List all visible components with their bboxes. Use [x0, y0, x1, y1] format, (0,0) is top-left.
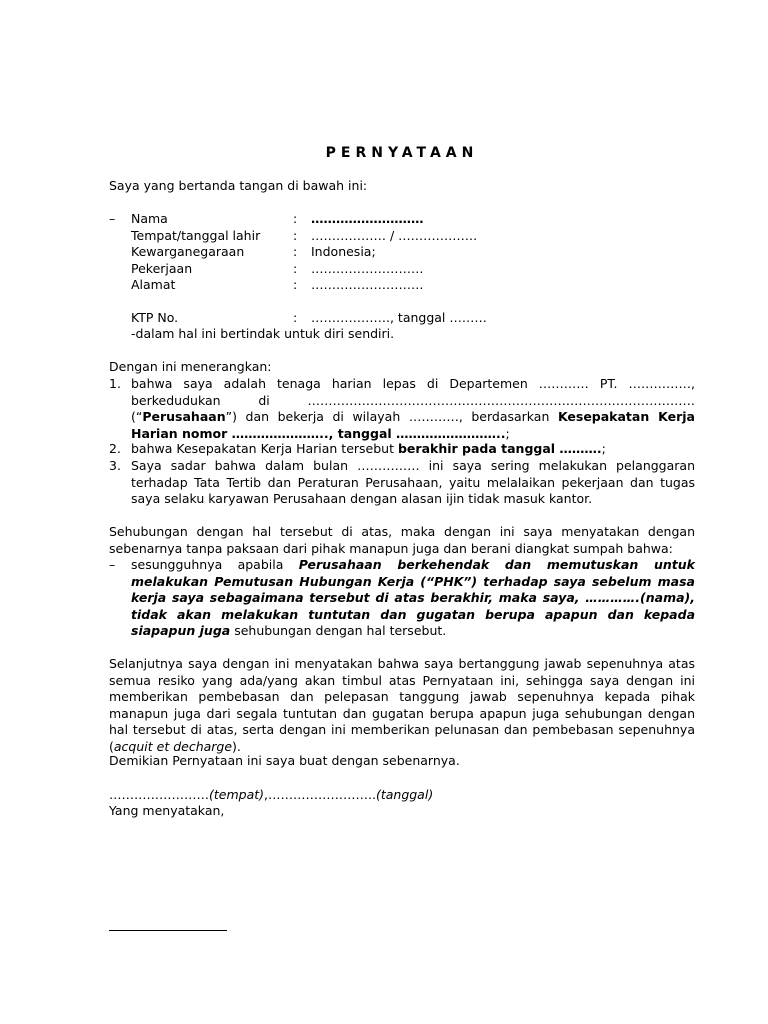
item-number: 1. [109, 376, 121, 391]
oath-item [109, 557, 695, 640]
field-label: Nama [131, 211, 168, 226]
field-value: Indonesia; [311, 244, 376, 259]
oath-text-part: sehubungan dengan hal tersebut. [230, 623, 447, 638]
field-label: Pekerjaan [131, 261, 193, 276]
oath-emphasis: Perusahaan berkehendak dan memutuskan untuk melakukan Pemutusan Hubungan Kerja (“PHK”) terhadap saya sebelum masa kerja saya sebagaimana tersebut di atas berakhir, maka saya, ………….(nama), tidak akan melakukan tuntutan dan gugatan berupa apapun dan kepada siapapun juga [131, 557, 695, 638]
document-title: PERNYATAAN [325, 145, 479, 161]
identity-row-citizenship [109, 244, 695, 261]
item-number: 2. [109, 441, 121, 456]
field-colon: : [293, 310, 298, 325]
identity-row-birth [109, 228, 695, 245]
item-text: Saya sadar bahwa dalam bulan …………… ini saya sering melakukan pelanggaran terhadap Tata Tertib dan Peraturan Perusahaan, yaitu melalaikan pekerjaan dan tugas saya selaku karyawan Perusahaan dengan alasan ijin tidak masuk kantor. [131, 458, 695, 506]
field-colon: : [293, 244, 298, 259]
field-value: ……………………… [311, 211, 424, 226]
ktp-label: KTP No. [131, 310, 179, 325]
list-dash: – [109, 557, 116, 572]
field-value: ……………………… [311, 277, 424, 292]
identity-row-ktp [109, 310, 695, 327]
list-dash: – [109, 211, 116, 226]
field-label: Kewarganegaraan [131, 244, 245, 259]
ktp-value: ………………., tanggal ……… [311, 310, 487, 325]
oath-text [131, 557, 695, 640]
item-number: 3. [109, 458, 121, 473]
company-term: Perusahaan [142, 409, 226, 424]
signer-label: Yang menyatakan, [109, 803, 225, 818]
intro-text: Saya yang bertanda tangan di bawah ini: [109, 178, 368, 193]
acting-note-row [109, 326, 695, 343]
date-label: (tanggal) [375, 787, 434, 802]
field-colon: : [293, 277, 298, 292]
item-text-part: bahwa Kesepakatan Kerja Harian tersebut [131, 441, 398, 456]
acting-note: -dalam hal ini bertindak untuk diri sendiri. [131, 326, 395, 341]
end-date-term: berakhir pada tanggal ………. [397, 441, 602, 456]
field-value: ……………… / ………………. [311, 228, 478, 243]
field-label: Alamat [131, 277, 176, 292]
item-text-part: ; [505, 425, 510, 441]
place-label: (tempat) [209, 787, 265, 802]
identity-row-occupation [109, 261, 695, 278]
statements-heading: Dengan ini menerangkan: [109, 359, 272, 374]
item-text-part: bahwa saya adalah tenaga harian lepas di Departemen ………… PT. ……………, berkedudukan di …………………………………………………………………………………(“ [131, 376, 695, 424]
statement-item-1 [109, 376, 695, 442]
place-date-line [109, 787, 695, 804]
identity-row-address [109, 277, 695, 294]
field-colon: : [293, 261, 298, 276]
item-text [131, 376, 695, 442]
item-text-part: ; [601, 441, 606, 456]
agreement-reference: Kesepakatan Kerja Harian nomor ………………….., tanggal …………………….. [131, 409, 695, 441]
item-text [131, 441, 695, 458]
oath-text-part: sesungguhnya apabila [131, 557, 299, 572]
release-text: Selanjutnya saya dengan ini menyatakan bahwa saya bertanggung jawab sepenuhnya atas semua resiko yang ada/yang akan timbul atas Pernyataan ini, sehingga saya dengan ini memberikan pembebasan dan pelepasan tanggung jawab sepenuhnya kepada pihak manapun juga dari segala tuntutan dan gugatan berupa apapun juga sehubungan dengan hal tersebut di atas, serta dengan ini memberikan pelunasan dan pembebasan sepenuhnya ( [109, 656, 695, 754]
field-value: ……………………… [311, 261, 424, 276]
item-text-part: ”) dan bekerja di wilayah …………, berdasarkan [225, 409, 558, 424]
date-blank: ,…………………….. [264, 787, 376, 802]
field-label: Tempat/tanggal lahir [131, 228, 261, 243]
identity-row-name [109, 211, 695, 228]
field-colon: : [293, 228, 298, 243]
legal-term: acquit et decharge [113, 738, 233, 754]
statement-item-3 [109, 458, 695, 508]
oath-intro: Sehubungan dengan hal tersebut di atas, maka dengan ini saya menyatakan dengan sebenarnya tanpa paksaan dari pihak manapun juga dan berani diangkat sumpah bahwa: [109, 524, 695, 556]
release-paragraph [109, 656, 695, 755]
closing-text: Demikian Pernyataan ini saya buat dengan sebenarnya. [109, 753, 460, 768]
signature-line [109, 930, 227, 931]
release-text-end: ). [232, 738, 241, 754]
field-colon: : [293, 211, 298, 226]
place-blank: …………………… [109, 787, 209, 802]
statement-item-2 [109, 441, 695, 458]
